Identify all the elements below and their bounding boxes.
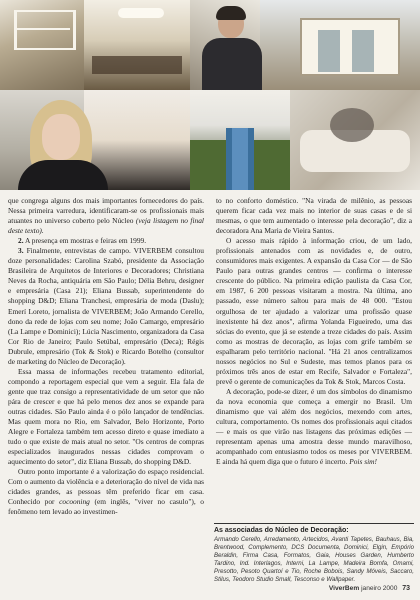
paragraph: que congrega alguns dos mais importantes fornecedores do país. Nessa primeira varredura, identificaram-se os profissionais mais atuantes no universo coberto pelo Núcleo (veja listagem no final deste texto). [8,196,204,236]
page-number: 73 [402,585,410,592]
issue-date: janeiro 2000 [361,585,398,592]
paragraph: A decoração, pode-se dizer, é um dos símbolos do dinamismo da nova economia que começa a emergir no Brasil. Um dinamismo que vai além dos negócios, mexendo com artes, cultura, comportamento. Os nomes dos profissionais aqui citados — e mais os que virão nas listagens das próximas edições — representam apenas uma amostra desse mundo maravilhoso, acompanhado com entusiasmo todos os meses por VIVERBEM. E ainda há quem diga que o futuro é incerto. Pois sim! [216,386,412,467]
lawn-right [250,140,290,190]
paragraph: 2. A presença em mostras e feiras em 1999. [18,236,147,246]
text-column-right [216,196,412,467]
pool-house-door [352,30,374,72]
woman-face-shape [42,114,80,160]
counter-shape [92,56,182,74]
text-column-left [8,196,204,518]
paragraph: 3. Finalmente, entrevistas de campo. VIVERBEM consultou doze personalidades: Carolina Szabó, presidente da Associação Brasileira de Arquitetos de Interiores e Decoradores; Christiana Neves da Rocha, antiquária em São Paulo; Délia Behru, designer e empresária (Casa 21); Eliana Bussab, superintendente do shopping D&D; Eliana Tranchesi, empresária de moda (Daslu); Emerí Loreto, jornalista de VIVERBEM; João Armando Cerello, dono da rede de lojas com seu nome; João Camargo, empresário (La Lampe e Dominici); Lúcia Nascimento, organizadora da Casa Cor Rio de Janeiro; Paulo Setúbal, empresário (Deca); Régis Dubrule, empresário (Tok & Stok) e Ricardo Botelho (consultor de marketing do Núcleo de Decoração). [8,246,204,366]
window-divider [14,28,70,30]
lawn-left [190,140,230,190]
paragraph: O acesso mais rápido à informação criou, de um lado, profissionais antenados com as novidades e, de outro, consumidores mais exigentes. A expansão da Casa Cor — de São Paulo para outras grandes centros — confirma o interesse crescente do público. Na primeira edição paulista da Casa Cor, em 1987, 6 200 pessoas visitaram a mostra. Na última, ano passado, esse número saltou para mais de 48 000. "Estou orgulhosa de ter ajudado a valorizar uma profissão quase inexistente há dez anos", afirma Yolanda Figueiredo, uma das sócias do evento, que já se estende a treze cidades do país. Assim como as mostras de decoração, as lojas com grife também se espalharam pelo território nacional. "Há 21 anos centralizamos nossos negócios no Sul e Sudeste, mas temos planos para os próximos três anos de estar em Recife, Salvador e Fortaleza", prevê o gerente de comunicações da Tok & Stok, Marcos Costa. [216,236,412,386]
pool-house-door [318,30,340,72]
paragraph: to no conforto doméstico. "Na virada de milênio, as pessoas querem ficar cada vez mais no interior de suas casas e de si mesmas, o que tem aumentado o interesse pela decoração", diz a decoradora Ana Maria de Vieira Santos. [216,196,412,236]
lap-pool-water [232,128,248,190]
photo-collage [0,0,420,190]
woman-clothes-shape [18,160,108,190]
reclining-person-shape [330,108,374,142]
magazine-brand: ViverBem [328,585,360,592]
associates-box [214,523,414,585]
page-footer [329,585,410,592]
paragraph: Essa massa de informações recebeu tratamento editorial, compondo a reportagem especial que vem a seguir. Ela fala de gente que traz consigo a representatividade de um setor que não pára de crescer e que há pelo menos dez anos se expande para outras cidades. São Paulo ainda é o pólo lançador de tendências. Mas quem mora no Rio, em Salvador, Belo Horizonte, Porto Alegre e Fortaleza também tem acesso direto e quase imediato a tudo o que existe de mais atual no setor. "Os centros de compras especializados inaugurados nessas cidades comprovam o aquecimento do setor", diz Eliana Bussab, do shopping D&D. [8,366,204,467]
ceiling-light-shape [118,8,164,18]
man-body-shape [202,38,262,90]
pool-house-wall [300,18,400,76]
associates-title: As associadas do Núcleo de Decoração: [214,527,349,534]
paragraph: Outro ponto importante é a valorização do espaço residencial. Com o aumento da violência e a deterioração do nível de vida nas cidades grandes, as pessoas têm preferido ficar em casa. Conhecido por cocooning (em inglês, "viver no casulo"), o fenômeno tem levado ao investimen- [8,467,204,517]
window-shape [14,10,76,50]
man-hair-shape [216,6,246,20]
associates-list: Armando Cerello, Arredamento, Artecidos, Avanti Tapetes, Bauhaus, Bia, Brentwood, Complemento, DCS Documenta, Dominici, Elgin, Empório Beraldin, Firma Casa, Formatos, Gaia, Houses Garden, Humberto Tardino, Ind. Interlagos, Interni, La Lampe, Madeira Bomfa, Omami, Presotto, Pesoto Quartoí e Tio, Roche Bobois, Sandy Móveis, Saccaro, Stilus, Teodoro Studio Small, Tesconso e Wallpaper. [214,536,414,584]
